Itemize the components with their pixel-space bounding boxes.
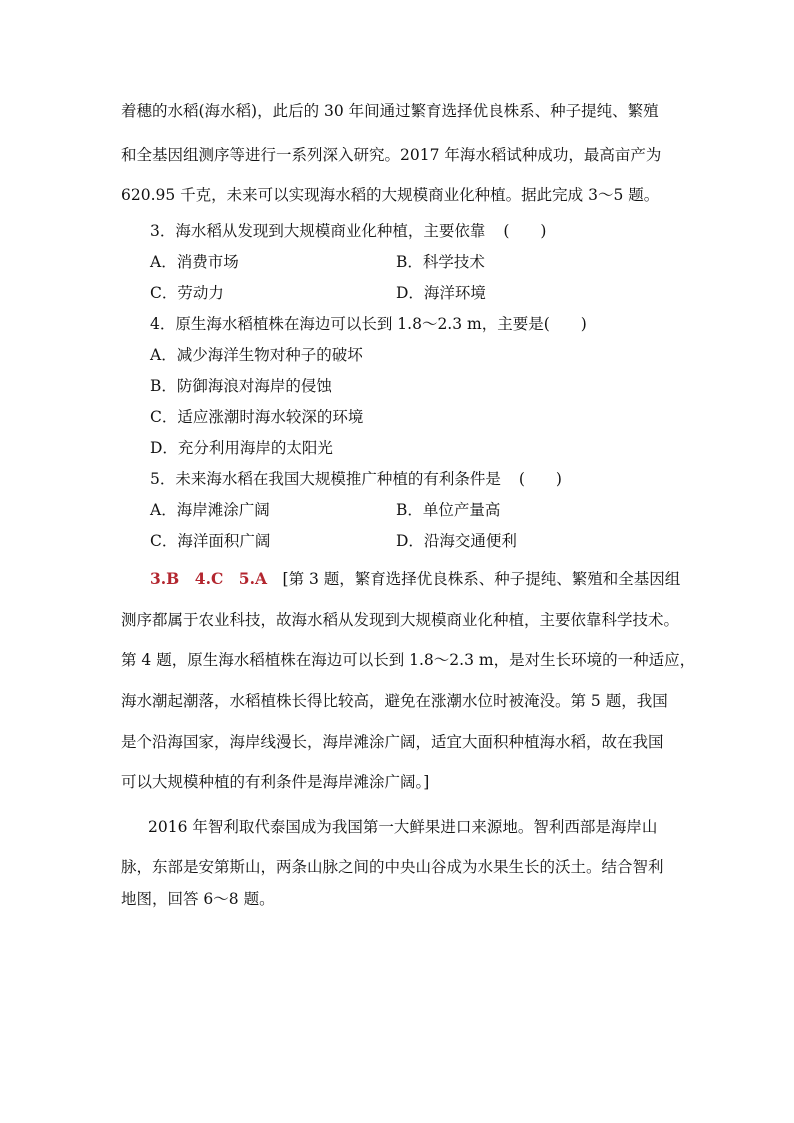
question-5-stem (150, 469, 562, 489)
question-4-stem (150, 314, 587, 334)
question-3-text: 3．海水稻从发现到大规模商业化种植，主要依靠 (150, 222, 486, 240)
question-3-option-b: B．科学技术 (396, 253, 485, 271)
next-passage-line-3: 地图，回答 6～8 题。 (121, 890, 275, 908)
answer-line-3: 第 4 题，原生海水稻植株在海边可以长到 1.8～2.3 m，是对生长环境的一种适应， (121, 651, 696, 669)
question-4-option-b: B．防御海浪对海岸的侵蚀 (150, 377, 332, 395)
question-4-blank: ( ) (543, 315, 587, 333)
question-3-option-d: D．海洋环境 (396, 284, 486, 302)
question-5-option-c: C．海洋面积广阔 (150, 532, 271, 550)
question-4-text: 4．原生海水稻植株在海边可以长到 1.8～2.3 m，主要是 (150, 315, 544, 333)
question-4-option-a: A．减少海洋生物对种子的破坏 (150, 346, 363, 364)
next-passage-line-2: 脉，东部是安第斯山，两条山脉之间的中央山谷成为水果生长的沃土。结合智利 (121, 858, 664, 876)
question-5-blank: ( ) (518, 470, 562, 488)
next-passage-line-1: 2016 年智利取代泰国成为我国第一大鲜果进口来源地。智利西部是海岸山 (148, 818, 658, 836)
question-3-option-a: A．消费市场 (150, 253, 239, 271)
answer-line-4: 海水潮起潮落，水稻植株长得比较高，避免在涨潮水位时被淹没。第 5 题，我国 (121, 692, 668, 710)
question-5-option-b: B．单位产量高 (396, 501, 501, 519)
passage-line-1: 着穗的水稻(海水稻)，此后的 30 年间通过繁育选择优良株系、种子提纯、繁殖 (121, 102, 659, 120)
answer-line-6: 可以大规模种植的有利条件是海岸滩涂广阔。] (121, 773, 430, 791)
question-5-option-d: D．沿海交通便利 (396, 532, 517, 550)
question-3-stem (150, 221, 546, 241)
question-3-blank: ( ) (503, 222, 547, 240)
passage-line-3: 620.95 千克，未来可以实现海水稻的大规模商业化种植。据此完成 3～5 题。 (121, 186, 660, 204)
question-3-option-c: C．劳动力 (150, 284, 224, 302)
answer-line-1 (150, 569, 680, 589)
answer-line-2: 测序都属于农业科技，故海水稻从发现到大规模商业化种植，主要依靠科学技术。 (121, 611, 680, 629)
question-5-option-a: A．海岸滩涂广阔 (150, 501, 270, 519)
passage-line-2: 和全基因组测序等进行一系列深入研究。2017 年海水稻试种成功，最高亩产为 (121, 146, 662, 164)
answer-keys: 3.B 4.C 5.A (150, 569, 268, 588)
question-5-text: 5．未来海水稻在我国大规模推广种植的有利条件是 (150, 470, 501, 488)
question-4-option-c: C．适应涨潮时海水较深的环境 (150, 408, 364, 426)
answer-explanation-start: [第 3 题，繁育选择优良株系、种子提纯、繁殖和全基因组 (282, 570, 681, 588)
question-4-option-d: D．充分利用海岸的太阳光 (150, 439, 333, 457)
answer-line-5: 是个沿海国家，海岸线漫长，海岸滩涂广阔，适宜大面积种植海水稻，故在我国 (121, 733, 664, 751)
